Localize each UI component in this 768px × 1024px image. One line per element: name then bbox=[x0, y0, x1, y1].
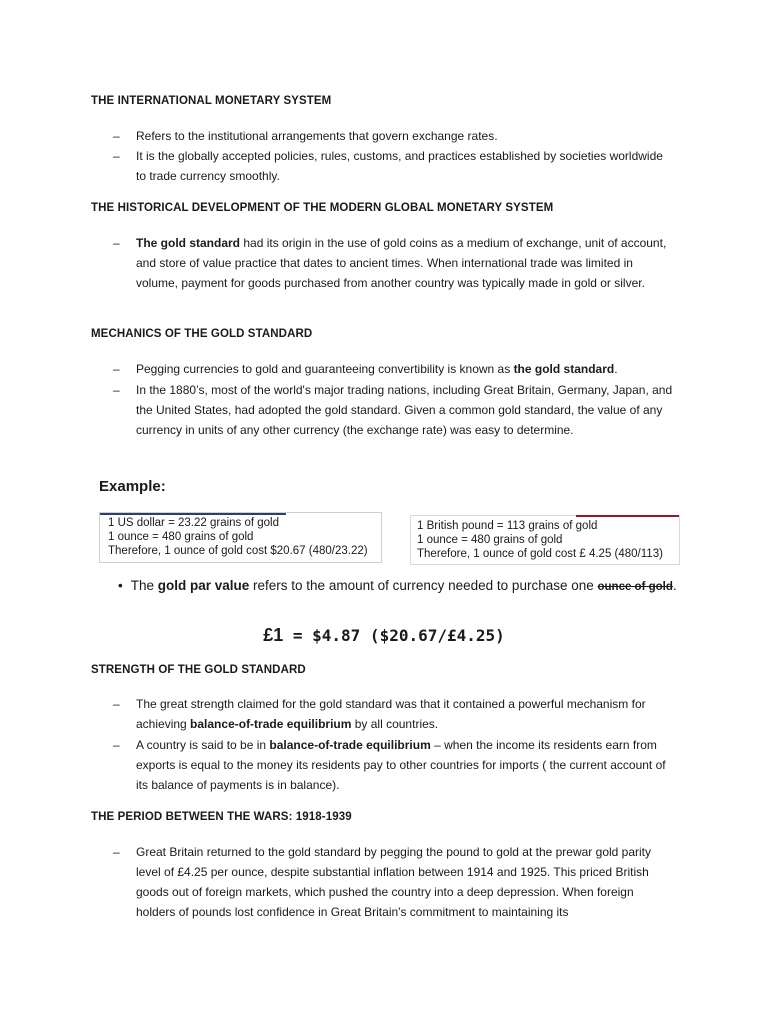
list-item bbox=[113, 233, 673, 293]
par-text-end: . bbox=[672, 578, 677, 593]
box-line: 1 US dollar = 23.22 grains of gold bbox=[108, 517, 280, 529]
bullet-text: Great Britain returned to the gold standard by pegging the pound to gold at the prewar gold parity level of £4.25 per ounce, despite substantial inflation between 1914 and 1925. This priced British goods out of foreign markets, which pushed the country into a deep depression. When foreign holders of pounds lost confidence in Great Britain's commitment to maintaining its bbox=[136, 845, 652, 919]
dash-marker: – bbox=[113, 383, 120, 397]
bullet-text bbox=[136, 735, 673, 795]
bullet-text-pre: Pegging currencies to gold and guaranteeing convertibility is known as bbox=[136, 362, 514, 376]
box-line: Therefore, 1 ounce of gold cost £ 4.25 (480/113) bbox=[417, 548, 663, 560]
bullet-text: In the 1880’s, most of the world's major trading nations, including Great Britain, Germany, Japan, and the United States, had adopted the gold standard. Given a common gold standard, the value of any currency in units of any other currency (the exchange rate) was easy to determine. bbox=[136, 383, 673, 437]
bold-term: gold par value bbox=[157, 578, 250, 593]
heading-mechanics-gold-standard: MECHANICS OF THE GOLD STANDARD bbox=[91, 328, 313, 340]
heading-strength-gold-standard: STRENGTH OF THE GOLD STANDARD bbox=[91, 664, 306, 676]
example-box-british-pound bbox=[410, 515, 680, 565]
dash-marker: – bbox=[113, 129, 120, 143]
bold-term: The gold standard bbox=[136, 236, 241, 250]
par-text-mid: refers to the amount of currency needed to purchase one bbox=[249, 578, 598, 593]
dash-marker: – bbox=[113, 362, 120, 376]
bullet-text-post: – when the income its residents earn from exports is equal to the money its residents pay to other countries for imports ( the current account of its balance of payments is in balance). bbox=[136, 738, 666, 792]
box-line: 1 ounce = 480 grains of gold bbox=[108, 531, 254, 543]
list-item bbox=[113, 694, 673, 734]
list-item bbox=[113, 842, 673, 922]
box-line: 1 British pound = 113 grains of gold bbox=[417, 520, 598, 532]
dash-marker: – bbox=[113, 149, 120, 163]
bold-term: the gold standard bbox=[513, 362, 615, 376]
list-item bbox=[113, 380, 673, 440]
bold-term: balance-of-trade equilibrium bbox=[190, 717, 352, 731]
gold-par-value-bullet bbox=[118, 578, 677, 593]
bullet-dot: • bbox=[118, 578, 123, 593]
struck-text: ounce of gold bbox=[597, 581, 673, 593]
par-text-pre: The bbox=[130, 578, 158, 593]
box-accent-line bbox=[100, 513, 286, 515]
list-item bbox=[113, 359, 673, 379]
bullet-text: It is the globally accepted policies, rules, customs, and practices established by societies worldwide to trade currency smoothly. bbox=[136, 149, 663, 183]
dash-marker: – bbox=[113, 236, 120, 250]
bullet-text bbox=[136, 694, 673, 734]
bold-term: balance-of-trade equilibrium bbox=[269, 738, 431, 752]
exchange-rate-formula bbox=[0, 625, 768, 646]
list-item bbox=[113, 735, 673, 795]
bullet-text-post: . bbox=[614, 362, 618, 376]
heading-historical-development: THE HISTORICAL DEVELOPMENT OF THE MODERN GLOBAL MONETARY SYSTEM bbox=[91, 202, 554, 214]
list-item bbox=[113, 126, 673, 146]
example-box-us-dollar bbox=[99, 512, 382, 563]
bullet-text-post: by all countries. bbox=[351, 717, 439, 731]
heading-period-between-wars: THE PERIOD BETWEEN THE WARS: 1918-1939 bbox=[91, 811, 352, 823]
bullet-text bbox=[136, 359, 673, 379]
formula-left: £1 bbox=[263, 625, 284, 645]
dash-marker: – bbox=[113, 697, 120, 711]
bullet-text-rest: had its origin in the use of gold coins as a medium of exchange, unit of account, and store of value practice that dates to ancient times. When international trade was limited in volume, payment for goods purchased from another country was typically made in gold or silver. bbox=[136, 236, 667, 290]
list-item bbox=[113, 146, 673, 186]
example-label: Example: bbox=[99, 478, 166, 495]
bullet-text-pre: A country is said to be in bbox=[136, 738, 270, 752]
box-accent-line bbox=[576, 515, 679, 517]
bullet-text-pre: The great strength claimed for the gold standard was that it contained a powerful mechanism for achieving bbox=[136, 697, 646, 731]
box-line: 1 ounce = 480 grains of gold bbox=[417, 534, 563, 546]
dash-marker: – bbox=[113, 845, 120, 859]
bullet-text bbox=[136, 233, 673, 293]
bullet-text: Refers to the institutional arrangements that govern exchange rates. bbox=[136, 129, 498, 143]
formula-right: = $4.87 ($20.67/£4.25) bbox=[283, 626, 505, 645]
box-line: Therefore, 1 ounce of gold cost $20.67 (480/23.22) bbox=[108, 545, 368, 557]
dash-marker: – bbox=[113, 738, 120, 752]
heading-international-monetary-system: THE INTERNATIONAL MONETARY SYSTEM bbox=[91, 95, 332, 107]
